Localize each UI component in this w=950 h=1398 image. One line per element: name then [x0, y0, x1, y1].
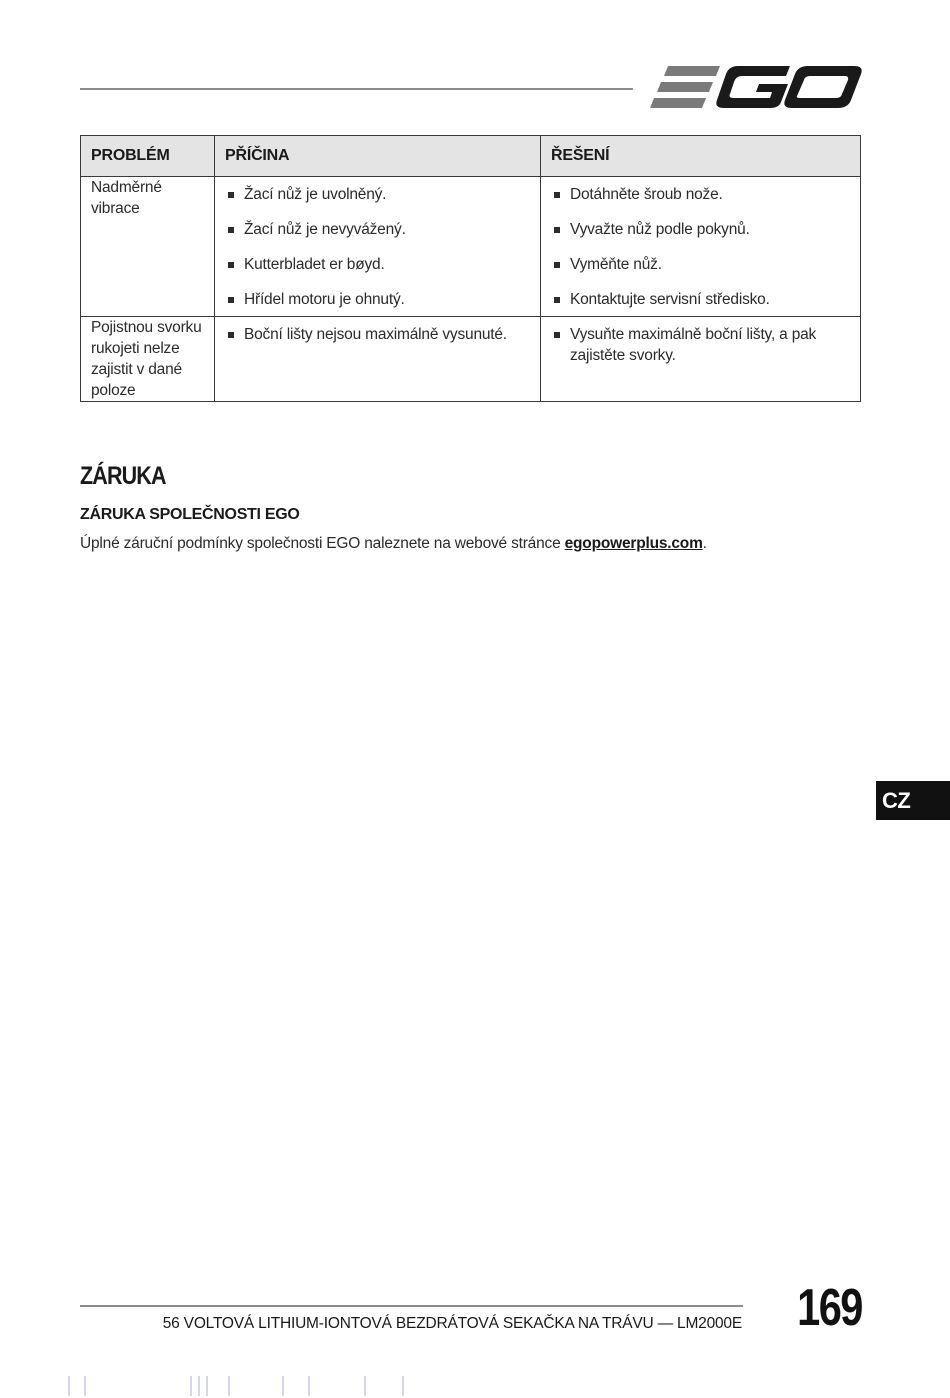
cause-list	[225, 317, 530, 351]
cause-list	[225, 177, 530, 316]
logo-letter-o	[784, 66, 861, 108]
list-item: Hřídel motoru je ohnutý.	[225, 289, 530, 310]
list-item: Kontaktujte servisní středisko.	[551, 289, 850, 310]
troubleshooting-table	[80, 135, 861, 402]
header-problem: PROBLÉM	[81, 136, 215, 177]
problem-cell: Pojistnou svorku rukojeti nelze zajistit v dané poloze	[81, 317, 215, 402]
list-item: Boční lišty nejsou maximálně vysunuté.	[225, 324, 530, 345]
problem-cell: Nadměrné vibrace	[81, 177, 215, 317]
solution-cell	[541, 317, 861, 402]
solution-list	[551, 317, 850, 372]
footer-rule	[80, 1305, 743, 1307]
list-item: Žací nůž je uvolněný.	[225, 184, 530, 205]
logo-letter-e	[650, 66, 720, 108]
warranty-text-end: .	[702, 535, 707, 552]
list-item: Žací nůž je nevyvážený.	[225, 219, 530, 240]
cause-cell	[215, 317, 541, 402]
footer-title: 56 VOLTOVÁ LITHIUM-IONTOVÁ BEZDRÁTOVÁ SEKAČKA NA TRÁVU — LM2000E	[162, 1315, 742, 1332]
table-row	[81, 177, 861, 317]
table-row	[81, 317, 861, 402]
header-rule	[80, 88, 633, 90]
cause-cell	[215, 177, 541, 317]
header-cause: PŘÍČINA	[215, 136, 541, 177]
list-item: Vysuňte maximálně boční lišty, a pak zajistěte svorky.	[551, 324, 850, 366]
list-item: Vyvažte nůž podle pokynů.	[551, 219, 850, 240]
page-number: 169	[797, 1279, 862, 1337]
print-marks	[60, 1374, 460, 1398]
table-header-row	[81, 136, 861, 177]
solution-list	[551, 177, 850, 316]
warranty-paragraph	[80, 535, 707, 553]
section-title: ZÁRUKA	[80, 462, 166, 490]
list-item: Kutterbladet er bøyd.	[225, 254, 530, 275]
header-solution: ŘEŠENÍ	[541, 136, 861, 177]
list-item: Vyměňte nůž.	[551, 254, 850, 275]
list-item: Dotáhněte šroub nože.	[551, 184, 850, 205]
solution-cell	[541, 177, 861, 317]
language-tab: CZ	[876, 781, 950, 820]
website-link[interactable]: egopowerplus.com	[564, 535, 703, 552]
logo-letter-g	[716, 66, 790, 108]
section-subtitle: ZÁRUKA SPOLEČNOSTI EGO	[80, 506, 300, 523]
warranty-text: Úplné záruční podmínky společnosti EGO naleznete na webové stránce	[80, 535, 565, 552]
ego-logo	[650, 62, 862, 114]
